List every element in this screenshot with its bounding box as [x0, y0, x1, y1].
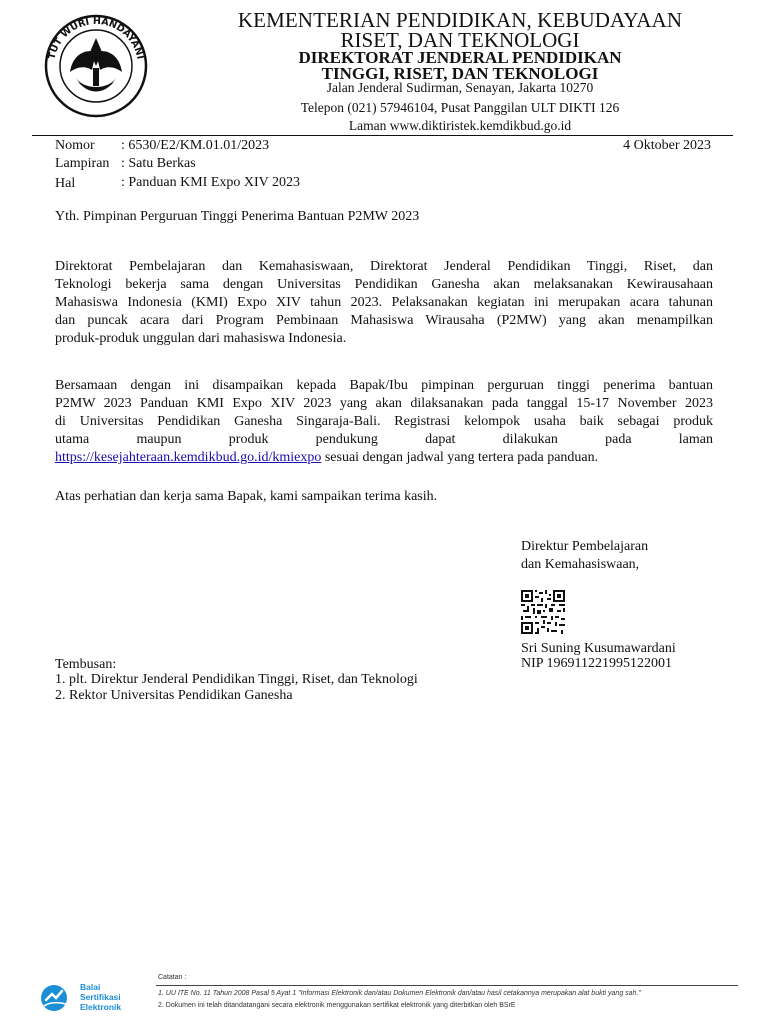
- closing-sentence: Atas perhatian dan kerja sama Bapak, kami sampaikan terima kasih.: [55, 489, 438, 504]
- nomor-label: Nomor: [55, 138, 95, 153]
- office-phone: Telepon (021) 57946104, Pusat Panggilan ULT DIKTI 126: [300, 100, 620, 115]
- kmi-expo-link[interactable]: https://kesejahteraan.kemdikbud.go.id/kmiexpo: [55, 450, 322, 465]
- signatory-title-line1: Direktur Pembelajaran: [521, 539, 649, 554]
- paragraph-line: dan puncak acara dari Program Pembinaan Mahasiswa Wirausaha (P2MW) yang akan menampilkan: [55, 313, 713, 328]
- tembusan-item: 2. Rektor Universitas Pendidikan Ganesha: [55, 688, 293, 703]
- signature-qr-code: [521, 590, 565, 634]
- signatory-nip: NIP 196911221995122001: [521, 656, 673, 671]
- paragraph-tail: sesuai dengan jadwal yang tertera pada panduan.: [321, 450, 599, 465]
- footer-divider: [156, 985, 738, 986]
- paragraph-line: P2MW 2023 Panduan KMI Expo XIV 2023 yang akan dilaksanakan pada tanggal 15-17 November 2023: [55, 396, 713, 411]
- bsre-line2: Sertifikasi: [80, 992, 121, 1002]
- office-address: Jalan Jenderal Sudirman, Senayan, Jakarta 10270: [326, 80, 594, 95]
- paragraph-line: utama maupun produk pendukung dapat dilakukan pada laman: [55, 432, 713, 447]
- logo-motto: TUT WURI HANDAYANI: [46, 15, 146, 61]
- nomor-value: : 6530/E2/KM.01.01/2023: [121, 138, 270, 153]
- paragraph-line: di Universitas Pendidikan Ganesha Singaraja-Bali. Registrasi kelompok usaha baik sebagai produk: [55, 414, 713, 429]
- tembusan-item: 1. plt. Direktur Jenderal Pendidikan Tinggi, Riset, dan Teknologi: [55, 672, 418, 687]
- hal-value: : Panduan KMI Expo XIV 2023: [121, 175, 301, 190]
- footer-note-2: 2. Dokumen ini telah ditandatangani secara elektronik menggunakan sertifikat elektronik yang diterbitkan oleh BSrE: [158, 1002, 516, 1009]
- tembusan-label: Tembusan:: [55, 657, 117, 672]
- paragraph-line: Direktorat Pembelajaran dan Kemahasiswaan, Direktorat Jenderal Pendidikan Tinggi, Riset, dan: [55, 259, 713, 274]
- footer-note-1: 1. UU ITE No. 11 Tahun 2008 Pasal 5 Ayat 1 "Informasi Elektronik dan/atau Dokumen Elektronik dan/atau hasil cetakannya merupakan alat bukti yang sah.": [158, 990, 641, 997]
- catatan-label: Catatan :: [158, 974, 187, 981]
- bsre-logo: [38, 980, 148, 1016]
- lampiran-value: : Satu Berkas: [121, 156, 196, 171]
- office-website: Laman www.diktiristek.kemdikbud.go.id: [348, 118, 572, 133]
- paragraph-2: [55, 377, 713, 467]
- paragraph-line: Teknologi bekerja sama dengan Universitas Pendidikan Ganesha akan melaksanakan Kewirausahaan: [55, 277, 713, 292]
- addressee: Yth. Pimpinan Perguruan Tinggi Penerima Bantuan P2MW 2023: [55, 209, 420, 224]
- bsre-line3: Elektronik: [80, 1002, 122, 1012]
- signatory-title-line2: dan Kemahasiswaan,: [521, 557, 640, 572]
- paragraph-line: produk-produk unggulan dari mahasiswa Indonesia.: [55, 331, 347, 346]
- letter-date: 4 Oktober 2023: [623, 138, 711, 153]
- letterhead-divider: [32, 135, 733, 136]
- signatory-name: Sri Suning Kusumawardani: [521, 641, 676, 656]
- paragraph-1: [55, 258, 713, 348]
- lampiran-label: Lampiran: [55, 156, 110, 171]
- tut-wuri-handayani-logo: [36, 8, 156, 118]
- paragraph-line-last: [55, 449, 713, 467]
- hal-label: Hal: [55, 176, 76, 191]
- directorate-name-line1: DIREKTORAT JENDERAL PENDIDIKAN: [298, 48, 622, 67]
- bsre-line1: Balai: [80, 982, 101, 992]
- paragraph-line: Bersamaan dengan ini disampaikan kepada Bapak/Ibu pimpinan perguruan tinggi penerima bantuan: [55, 378, 713, 393]
- ministry-name-line1: KEMENTERIAN PENDIDIKAN, KEBUDAYAAN: [237, 8, 683, 32]
- directorate-name-line2: TINGGI, RISET, DAN TEKNOLOGI: [321, 64, 599, 83]
- paragraph-line: Mahasiswa Indonesia (KMI) Expo XIV tahun 2023. Pelaksanakan kegiatan ini merupakan acara tahunan: [55, 295, 713, 310]
- ministry-name-line2: RISET, DAN TEKNOLOGI: [340, 28, 580, 52]
